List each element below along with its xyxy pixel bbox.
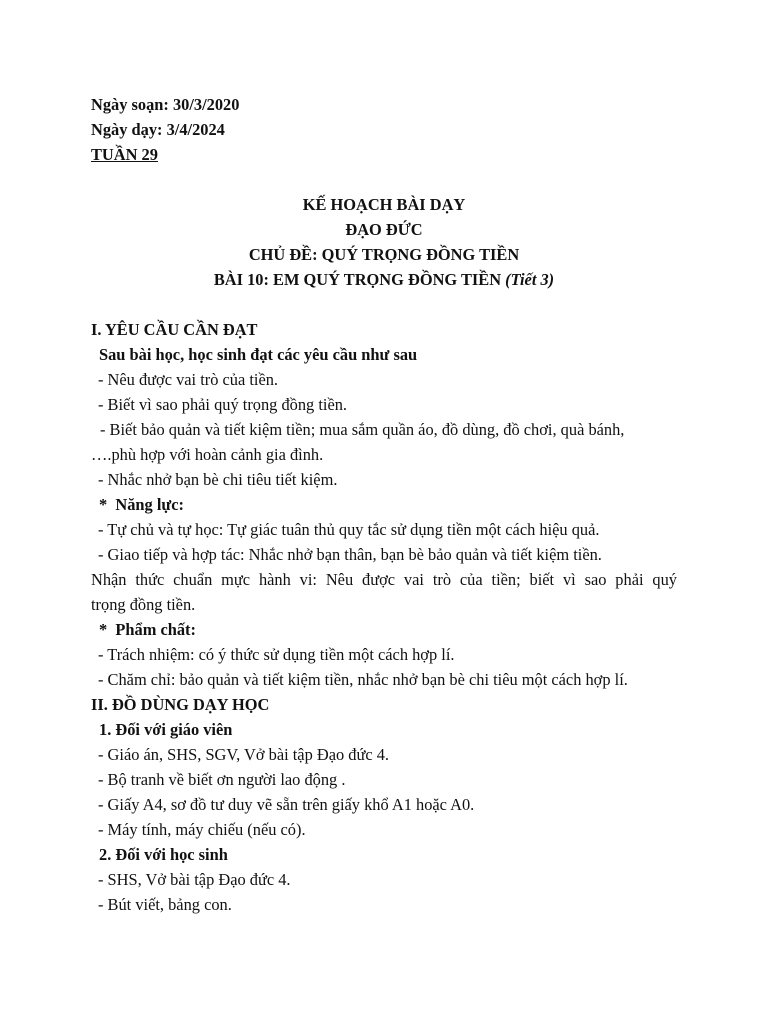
week-label: TUẦN 29 bbox=[91, 145, 158, 164]
teacher-heading: 1. Đối với giáo viên bbox=[99, 720, 233, 739]
nang-luc-heading: * Năng lực: bbox=[99, 495, 184, 514]
subject-title: ĐẠO ĐỨC bbox=[345, 220, 423, 239]
list-item: - Chăm chỉ: bảo quản và tiết kiệm tiền, nhắc nhở bạn bè chi tiêu một cách hợp lí. bbox=[98, 670, 628, 689]
plan-title: KẾ HOẠCH BÀI DẠY bbox=[302, 195, 466, 214]
list-item: - Giao tiếp và hợp tác: Nhắc nhở bạn thân, bạn bè bảo quản và tiết kiệm tiền. bbox=[98, 545, 602, 564]
pham-chat-heading: * Phẩm chất: bbox=[99, 620, 196, 639]
list-item: - Nhắc nhở bạn bè chi tiêu tiết kiệm. bbox=[98, 470, 338, 489]
section1-intro: Sau bài học, học sinh đạt các yêu cầu như sau bbox=[99, 345, 418, 364]
list-item: - Biết vì sao phải quý trọng đồng tiền. bbox=[98, 395, 348, 414]
list-item: - Máy tính, máy chiếu (nếu có). bbox=[98, 820, 306, 839]
nhan-thuc-line: Nhận thức chuẩn mực hành vi: Nêu được vai trò của tiền; biết vì sao phải quý bbox=[91, 570, 677, 589]
list-item: - Trách nhiệm: có ý thức sử dụng tiền một cách hợp lí. bbox=[98, 645, 455, 664]
list-item: ….phù hợp với hoàn cảnh gia đình. bbox=[91, 445, 324, 464]
nhan-thuc-line-2: trọng đồng tiền. bbox=[91, 595, 196, 614]
student-heading: 2. Đối với học sinh bbox=[99, 845, 228, 864]
list-item: - SHS, Vở bài tập Đạo đức 4. bbox=[98, 870, 291, 889]
section1-heading: I. YÊU CẦU CẦN ĐẠT bbox=[91, 320, 258, 339]
lesson-period: (Tiết 3) bbox=[505, 270, 555, 289]
topic-title: CHỦ ĐỀ: QUÝ TRỌNG ĐỒNG TIỀN bbox=[248, 245, 520, 264]
teaching-date: Ngày dạy: 3/4/2024 bbox=[91, 120, 225, 139]
list-item: - Biết bảo quản và tiết kiệm tiền; mua sắm quần áo, đồ dùng, đồ chơi, quà bánh, bbox=[100, 420, 625, 439]
list-item: - Nêu được vai trò của tiền. bbox=[98, 370, 279, 389]
list-item: - Tự chủ và tự học: Tự giác tuân thủ quy tắc sử dụng tiền một cách hiệu quả. bbox=[98, 520, 600, 539]
section2-heading: II. ĐỒ DÙNG DẠY HỌC bbox=[91, 695, 270, 714]
list-item: - Giáo án, SHS, SGV, Vở bài tập Đạo đức 4. bbox=[98, 745, 390, 764]
preparation-date: Ngày soạn: 30/3/2020 bbox=[91, 95, 240, 114]
list-item: - Bút viết, bảng con. bbox=[98, 895, 232, 914]
list-item: - Bộ tranh về biết ơn người lao động . bbox=[98, 770, 346, 789]
lesson-title-main: BÀI 10: EM QUÝ TRỌNG ĐỒNG TIỀN bbox=[213, 270, 506, 289]
list-item: - Giấy A4, sơ đồ tư duy vẽ sẵn trên giấy khổ A1 hoặc A0. bbox=[98, 795, 475, 814]
lesson-title bbox=[91, 267, 677, 292]
